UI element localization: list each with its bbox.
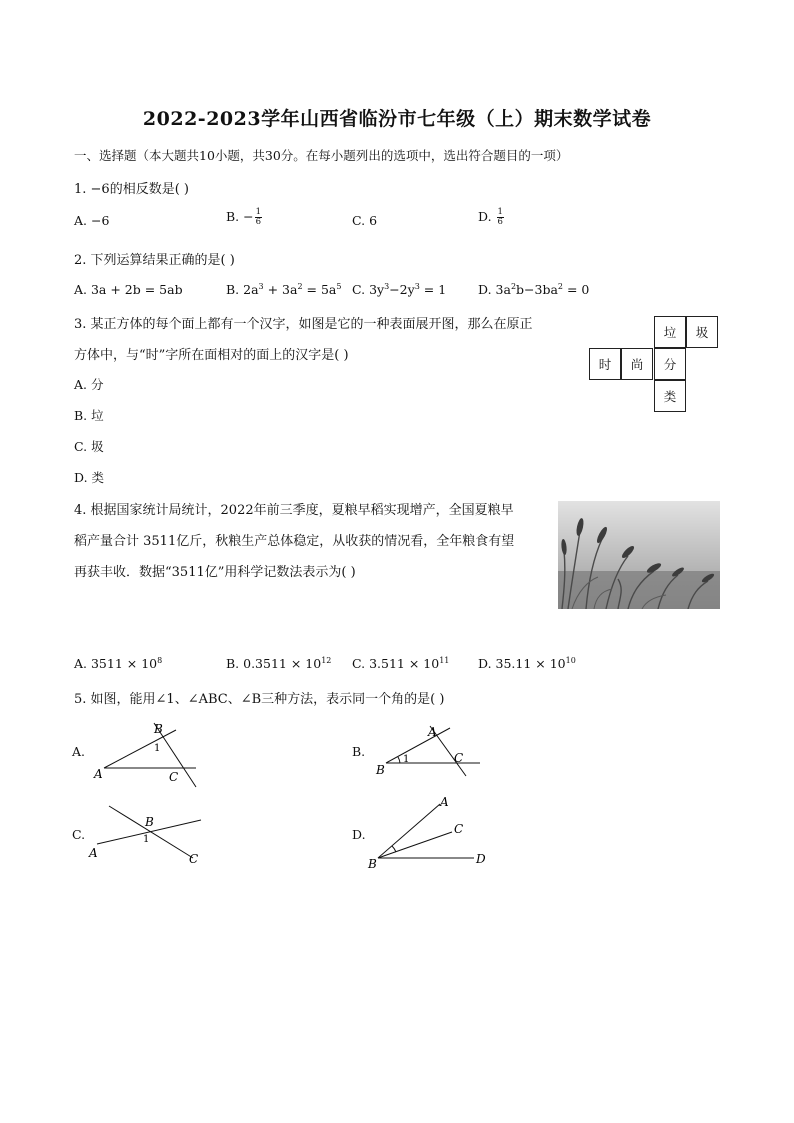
point-label: A bbox=[440, 795, 449, 809]
page-title: 2022-2023学年山西省临汾市七年级（上）期末数学试卷 bbox=[142, 108, 652, 130]
q5-option-b[interactable]: B. bbox=[352, 744, 366, 759]
angle-label: 1 bbox=[154, 743, 161, 754]
question-2-stem: 2. 下列运算结果正确的是( ) bbox=[74, 253, 235, 268]
question-4-line3: 再获丰收．数据“3511亿”用科学记数法表示为( ) bbox=[74, 565, 356, 580]
point-label: B bbox=[376, 763, 385, 777]
q4-option-c[interactable]: C. $3.511 \times 10^{11}$ bbox=[352, 655, 450, 671]
q5-option-c[interactable]: C. bbox=[72, 827, 86, 842]
line-ba bbox=[378, 804, 440, 858]
line-bc bbox=[109, 806, 193, 858]
section-heading: 一、选择题（本大题共10小题，共30分。在每小题列出的选项中，选出符合题目的一项） bbox=[74, 148, 569, 163]
fraction: $\frac{1}{6}$ bbox=[255, 207, 262, 227]
figure-d bbox=[362, 790, 492, 875]
figure-b bbox=[370, 720, 490, 780]
point-label: A bbox=[428, 725, 437, 739]
question-1-stem: 1. −6的相反数是( ) bbox=[74, 182, 189, 197]
point-label: B bbox=[368, 857, 377, 871]
q2-option-b[interactable]: B. $2a^3 + 3a^2 = 5a^5$ bbox=[226, 281, 342, 297]
question-4-line2: 稻产量合计 3511亿斤，秋粮生产总体稳定，从收获的情况看，全年粮食有望 bbox=[74, 534, 515, 549]
wheat-photo bbox=[558, 501, 720, 609]
point-label: B bbox=[154, 722, 163, 736]
q1-option-c[interactable]: C. 6 bbox=[352, 213, 378, 228]
line-ab bbox=[104, 730, 176, 768]
net-cell: 时 bbox=[589, 348, 621, 380]
point-label: C bbox=[454, 751, 464, 765]
net-cell: 类 bbox=[654, 380, 686, 412]
q3-option-c[interactable]: C. 圾 bbox=[74, 439, 104, 454]
figure-a bbox=[90, 715, 210, 795]
q4-option-d[interactable]: D. $35.11 \times 10^{10}$ bbox=[478, 655, 576, 671]
q1-option-d[interactable]: D. $\frac{1}{6}$ bbox=[478, 207, 503, 227]
q4-option-a[interactable]: A. $3511 \times 10^8$ bbox=[74, 655, 163, 671]
question-3-stem-line2: 方体中，与“时”字所在面相对的面上的汉字是( ) bbox=[74, 348, 349, 363]
angle-label: 1 bbox=[143, 834, 150, 845]
q5-option-a[interactable]: A. bbox=[72, 744, 86, 759]
question-3-stem-line1: 3. 某正方体的每个面上都有一个汉字，如图是它的一种表面展开图，那么在原正 bbox=[74, 317, 533, 332]
figure-c bbox=[85, 800, 210, 870]
q3-option-b[interactable]: B. 垃 bbox=[74, 408, 104, 423]
net-cell: 尚 bbox=[621, 348, 653, 380]
question-4-line1: 4. 根据国家统计局统计，2022年前三季度，夏粮早稻实现增产，全国夏粮早 bbox=[74, 503, 514, 518]
point-label: D bbox=[476, 852, 486, 866]
line-bc bbox=[378, 832, 452, 858]
q1-option-a[interactable]: A. −6 bbox=[74, 213, 110, 228]
net-cell: 垃 bbox=[654, 316, 686, 348]
q4-option-b[interactable]: B. $0.3511 \times 10^{12}$ bbox=[226, 655, 332, 671]
q3-option-d[interactable]: D. 类 bbox=[74, 470, 105, 485]
q2-option-d[interactable]: D. $3a^2b-3ba^2 = 0$ bbox=[478, 281, 590, 297]
q1-option-b[interactable]: B. − $\frac{1}{6}$ bbox=[226, 207, 262, 227]
question-5-stem: 5. 如图，能用∠1、∠ABC、∠B三种方法，表示同一个角的是( ) bbox=[74, 692, 445, 707]
point-label: A bbox=[94, 767, 103, 781]
point-label: B bbox=[145, 815, 154, 829]
line-ba bbox=[386, 728, 450, 763]
q2-option-c[interactable]: C. $3y^3-2y^3 = 1$ bbox=[352, 281, 447, 297]
point-label: C bbox=[189, 852, 199, 866]
q3-option-a[interactable]: A. 分 bbox=[74, 377, 104, 392]
point-label: C bbox=[169, 770, 179, 784]
q2-option-a[interactable]: A. 3a + 2b = 5ab bbox=[74, 282, 183, 297]
net-cell: 圾 bbox=[686, 316, 718, 348]
point-label: C bbox=[454, 822, 464, 836]
angle-arc bbox=[398, 757, 400, 763]
angle-arc bbox=[392, 846, 396, 852]
fraction: $\frac{1}{6}$ bbox=[497, 207, 503, 227]
net-cell: 分 bbox=[654, 348, 686, 380]
angle-label: 1 bbox=[403, 754, 410, 765]
q5-option-d[interactable]: D. bbox=[352, 827, 366, 842]
point-label: A bbox=[89, 846, 98, 860]
